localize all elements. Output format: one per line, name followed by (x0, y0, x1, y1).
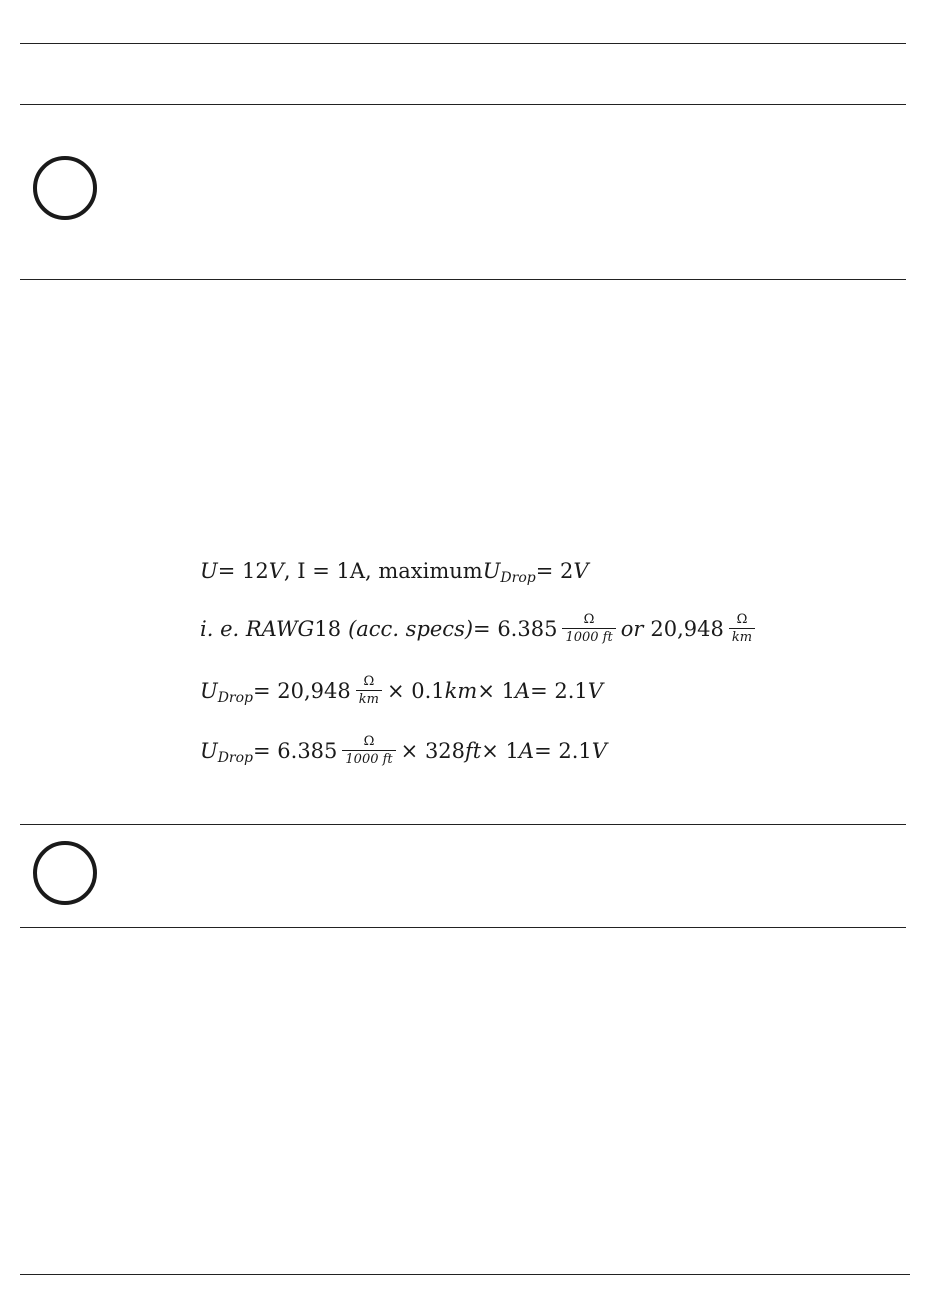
rule-note2-bottom (20, 927, 906, 928)
rule-header-bottom (20, 104, 906, 105)
rule-top (20, 43, 906, 44)
fraction-ohm-per-km-2: $\frac{\Omega}{km}$ (356, 674, 382, 708)
rule-note1-bottom (20, 279, 906, 280)
rule-note2-top (20, 824, 906, 825)
equation-line-1: U = 12 V , I = 1A, maximum U Drop = 2 V (200, 559, 589, 586)
note-circle-icon (33, 156, 97, 220)
note-circle-icon-2 (33, 841, 97, 905)
equation-line-3: U Drop = 20,948 $\frac{\Omega}{km}$ × 0.1 km × 1 A = 2.1 V (200, 674, 603, 707)
equation-line-2: i. e. RAWG 18 (acc. specs) = 6.385 $\frac{\Omega}{1000 ft}$ or 20,948 $\frac{\Omega}{km}$ (200, 605, 760, 653)
var-u: U (200, 559, 218, 583)
fraction-ohm-per-1000ft: $\frac{\Omega}{1000 ft}$ (562, 612, 615, 646)
fraction-ohm-per-1000ft-2: $\frac{\Omega}{1000 ft}$ (342, 734, 395, 768)
fraction-ohm-per-km: $\frac{\Omega}{km}$ (729, 612, 755, 646)
equation-line-4: U Drop = 6.385 $\frac{\Omega}{1000 ft}$ × 328 ft × 1 A = 2.1 V (200, 734, 607, 767)
rule-footer (20, 1274, 910, 1275)
